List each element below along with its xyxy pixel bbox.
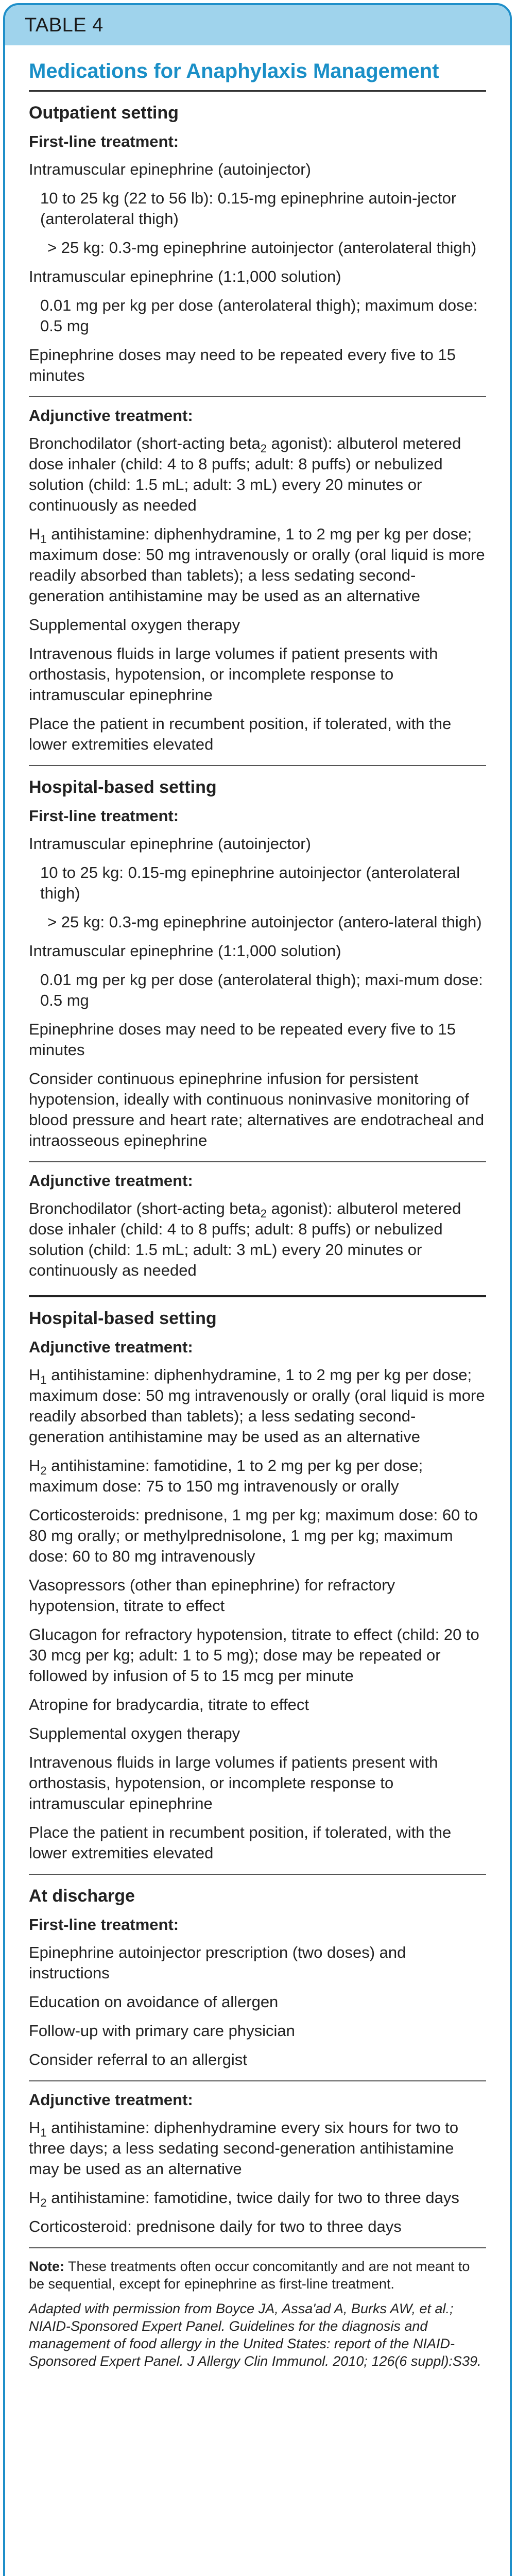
- list-item: [29, 433, 486, 516]
- list-item: [29, 2117, 486, 2179]
- section-hospital-heading: Hospital-based setting: [29, 777, 217, 797]
- list-item: [29, 1505, 486, 1567]
- subscript: 2: [40, 1464, 47, 1478]
- item-text: agonist): albuterol metered dose inhaler (child: 4 to 8 puffs; adult: 8 puffs) or nebulized solution (child: 1.5 mL; adult: 3 mL) every 20 minutes or continuously as needed: [29, 1199, 461, 1279]
- item-text: Bronchodilator (short-acting beta: [29, 1199, 261, 1217]
- item-text: antihistamine: diphenhydramine every six hours for two to three days; a less sedating second-generation antihistamine may be used as an alternative: [29, 2119, 459, 2178]
- item-text: Supplemental oxygen therapy: [29, 616, 240, 634]
- list-item: [29, 615, 486, 635]
- discharge-first-line-list: [29, 1942, 486, 2070]
- outpatient-adjunctive-list: [29, 433, 486, 755]
- list-item: Epinephrine doses may need to be repeated every five to 15 minutes: [29, 346, 456, 384]
- list-item: Intramuscular epinephrine (1:1,000 solution): [29, 942, 341, 960]
- subscript: 1: [40, 1374, 47, 1387]
- divider: [29, 765, 486, 766]
- note-text: These treatments often occur concomitantly and are not meant to be sequential, except for epinephrine as first-line treatment.: [29, 2259, 470, 2292]
- footnote-citation: Adapted with permission from Boyce JA, Assa'ad A, Burks AW, et al.; NIAID-Sponsored Expert Panel. Guidelines for the diagnosis and management of food allergy in the United States: report of the NIAID-Sponsored Expert Panel. J Allergy Clin Immunol. 2010; 126(6 suppl):S39.: [29, 2301, 481, 2369]
- hospital-continued-adjunctive-label: Adjunctive treatment:: [29, 1338, 193, 1356]
- hospital-adjunctive-list: [29, 1198, 486, 1281]
- item-text: antihistamine: famotidine, 1 to 2 mg per kg per dose; maximum dose: 75 to 150 mg intravenously or orally: [29, 1456, 423, 1495]
- item-text: H: [29, 1366, 41, 1384]
- item-text: Place the patient in recumbent position, if tolerated, with the lower extremities elevated: [29, 1823, 452, 1862]
- table-label-tab: [5, 5, 510, 45]
- list-item: 10 to 25 kg: 0.15-mg epinephrine autoinjector (anterolateral thigh): [40, 863, 460, 902]
- list-item: Intramuscular epinephrine (autoinjector): [29, 835, 311, 853]
- table-title: Medications for Anaphylaxis Management: [29, 60, 486, 92]
- item-text: H: [29, 2189, 41, 2207]
- list-item: 10 to 25 kg (22 to 56 lb): 0.15-mg epinephrine autoin-jector (anterolateral thigh): [40, 189, 457, 228]
- subscript: 1: [40, 533, 47, 546]
- list-item: Intramuscular epinephrine (1:1,000 solution): [29, 267, 341, 285]
- list-item: [29, 1575, 486, 1616]
- item-text: H: [29, 1456, 41, 1475]
- item-text: H: [29, 525, 41, 543]
- hospital-first-line-label: First-line treatment:: [29, 807, 179, 825]
- list-item: Epinephrine autoinjector prescription (two doses) and instructions: [29, 1943, 406, 1982]
- divider: [29, 2080, 486, 2081]
- note-label: Note:: [29, 2259, 64, 2274]
- list-item: 0.01 mg per kg per dose (anterolateral thigh); maxi-mum dose: 0.5 mg: [40, 971, 483, 1009]
- list-item: [29, 1198, 486, 1281]
- hospital-adjunctive-label: Adjunctive treatment:: [29, 1172, 193, 1190]
- list-item: 0.01 mg per kg per dose (anterolateral thigh); maximum dose: 0.5 mg: [40, 296, 478, 335]
- list-item: [29, 524, 486, 606]
- divider: [29, 1874, 486, 1875]
- item-text: Bronchodilator (short-acting beta: [29, 434, 261, 452]
- table-label: TABLE 4: [25, 14, 104, 36]
- list-item: [29, 1365, 486, 1447]
- item-text: Glucagon for refractory hypotension, titrate to effect (child: 20 to 30 mcg per kg; adult: 1 to 5 mg); dose may be repeated or followed by infusion of 5 to 15 mcg per minute: [29, 1625, 479, 1685]
- footnote-note: [29, 2258, 486, 2293]
- hospital-continued-adjunctive-list: [29, 1365, 486, 1863]
- section-hospital-continued-heading: Hospital-based setting: [29, 1309, 217, 1328]
- divider: [29, 1161, 486, 1162]
- divider: [29, 396, 486, 397]
- list-item: [29, 1822, 486, 1863]
- list-item: [29, 643, 486, 705]
- list-item: [29, 1723, 486, 1744]
- list-item: > 25 kg: 0.3-mg epinephrine autoinjector (antero-lateral thigh): [47, 913, 482, 931]
- item-text: Place the patient in recumbent position, if tolerated, with the lower extremities elevated: [29, 715, 452, 753]
- list-item: [29, 1752, 486, 1814]
- table-card: [3, 3, 512, 2576]
- list-item: > 25 kg: 0.3-mg epinephrine autoinjector (anterolateral thigh): [47, 239, 477, 257]
- discharge-adjunctive-label: Adjunctive treatment:: [29, 2091, 193, 2109]
- section-outpatient-heading: Outpatient setting: [29, 103, 179, 123]
- list-item: [29, 1455, 486, 1497]
- item-text: antihistamine: diphenhydramine, 1 to 2 mg per kg per dose; maximum dose: 50 mg intravenously or orally (oral liquid is more readily absorbed than tablets); a less sedating second-generation antihistamine may be used as an alternative: [29, 1366, 485, 1446]
- item-text: agonist): albuterol metered dose inhaler (child: 4 to 8 puffs; adult: 8 puffs) or nebulized solution (child: 1.5 mL; adult: 3 mL) every 20 minutes or continuously as needed: [29, 434, 461, 514]
- item-text: antihistamine: famotidine, twice daily for two to three days: [46, 2189, 459, 2207]
- item-text: antihistamine: diphenhydramine, 1 to 2 mg per kg per dose; maximum dose: 50 mg intravenously or orally (oral liquid is more readily absorbed than tablets); a less sedating second-generation antihistamine may be used as an alternative: [29, 525, 485, 605]
- item-text: Vasopressors (other than epinephrine) for refractory hypotension, titrate to effect: [29, 1576, 395, 1615]
- discharge-first-line-label: First-line treatment:: [29, 1916, 179, 1934]
- list-item: [29, 2216, 486, 2237]
- list-item: [29, 714, 486, 755]
- item-text: Corticosteroid: prednisone daily for two to three days: [29, 2217, 402, 2235]
- item-text: Supplemental oxygen therapy: [29, 1724, 240, 1742]
- item-text: Intravenous fluids in large volumes if patients present with orthostasis, hypotension, or incomplete response to intramuscular epinephrine: [29, 1753, 438, 1812]
- outpatient-adjunctive-label: Adjunctive treatment:: [29, 406, 193, 425]
- item-text: Atropine for bradycardia, titrate to effect: [29, 1696, 309, 1714]
- list-item: Consider referral to an allergist: [29, 2050, 247, 2069]
- subscript: 2: [260, 442, 267, 455]
- subscript: 2: [40, 2196, 47, 2210]
- subscript: 2: [260, 1207, 267, 1221]
- outpatient-first-line-label: First-line treatment:: [29, 132, 179, 150]
- subscript: 1: [40, 2126, 47, 2140]
- list-item: Follow-up with primary care physician: [29, 2022, 295, 2040]
- item-text: H: [29, 2119, 41, 2137]
- list-item: [29, 2188, 486, 2208]
- list-item: Epinephrine doses may need to be repeated every five to 15 minutes: [29, 1020, 456, 1059]
- table-content: [5, 45, 510, 2370]
- list-item: [29, 1624, 486, 1686]
- outpatient-first-line-list: [29, 159, 486, 386]
- item-text: Intravenous fluids in large volumes if patient presents with orthostasis, hypotension, or incomplete response to intramuscular epinephrine: [29, 645, 438, 704]
- divider: [29, 2247, 486, 2248]
- list-item: [29, 1694, 486, 1715]
- page-break-divider: [29, 1295, 486, 1297]
- list-item: Education on avoidance of allergen: [29, 1993, 279, 2011]
- hospital-first-line-list: [29, 834, 486, 1151]
- list-item: Consider continuous epinephrine infusion for persistent hypotension, ideally with continuous noninvasive monitoring of blood pressure and heart rate; alternatives are endotracheal and intraosseous epinephrine: [29, 1070, 485, 1149]
- section-discharge-heading: At discharge: [29, 1886, 135, 1906]
- discharge-adjunctive-list: [29, 2117, 486, 2237]
- list-item: Intramuscular epinephrine (autoinjector): [29, 160, 311, 178]
- item-text: Corticosteroids: prednisone, 1 mg per kg; maximum dose: 60 to 80 mg orally; or methylprednisolone, 1 mg per kg; maximum dose: 60 to 80 mg intravenously: [29, 1506, 478, 1565]
